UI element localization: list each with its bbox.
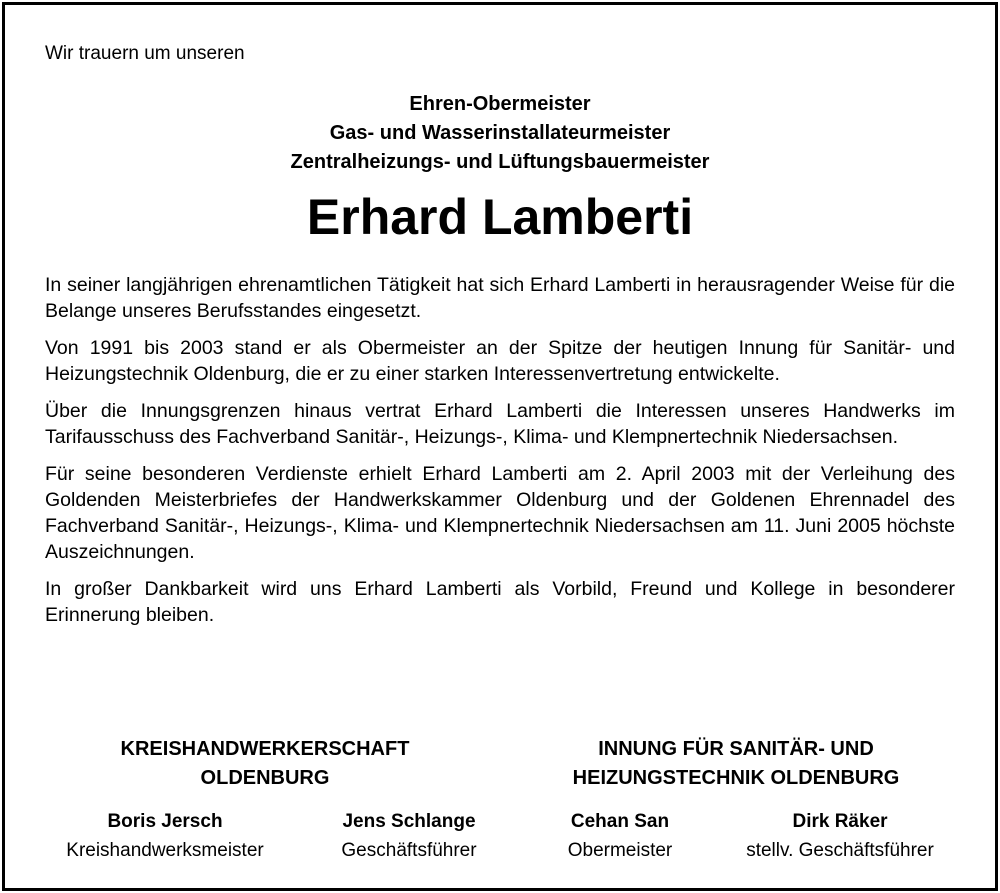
paragraph: In großer Dankbarkeit wird uns Erhard Lamberti als Vorbild, Freund und Kollege in besonderer Erinnerung bleiben. [45,578,955,626]
signature-block [310,807,508,865]
signer-role: stellv. Geschäftsführer [746,840,934,861]
org-name-line: HEIZUNGSTECHNIK OLDENBURG [572,767,900,789]
signer-name: Jens Schlange [342,811,476,832]
paragraph: In seiner langjährigen ehrenamtlichen Tätigkeit hat sich Erhard Lamberti in herausragender Weise für die Belange unseres Berufsstandes eingesetzt. [45,274,955,322]
signer-name: Boris Jersch [107,811,223,832]
signer-role: Geschäftsführer [341,840,477,861]
signature-block [715,807,965,865]
signer-role: Kreishandwerksmeister [66,840,264,861]
signer-name: Dirk Räker [792,811,888,832]
honorary-titles [0,90,1000,177]
signer-name: Cehan San [570,811,670,832]
signature-block [540,807,700,865]
title-line: Zentralheizungs- und Lüftungsbauermeister [290,151,710,173]
deceased-name: Erhard Lamberti [306,189,694,245]
title-line: Gas- und Wasserinstallateurmeister [329,122,671,144]
paragraph: Von 1991 bis 2003 stand er als Obermeister an der Spitze der heutigen Innung für Sanitär- und Heizungstechnik Oldenburg, die er zu einer starken Interessenvertretung entwickelte. [45,337,955,385]
signature-block [40,807,290,865]
org-innung [500,735,972,793]
paragraph: Für seine besonderen Verdienste erhielt Erhard Lamberti am 2. April 2003 mit der Verleihung des Goldenden Meisterbriefes der Handwerkskammer Oldenburg und der Goldenen Ehrennadel des Fachverband Sanitär-, Heizungs-, Klima- und Klempnertechnik Niedersachsen am 11. Juni 2005 höchste Auszeichnungen. [45,463,955,563]
title-line: Ehren-Obermeister [409,93,591,115]
obituary-body [45,272,955,639]
intro-text: Wir trauern um unseren [45,43,245,64]
org-kreishandwerkerschaft [30,735,500,793]
paragraph: Über die Innungsgrenzen hinaus vertrat Erhard Lamberti die Interessen unseres Handwerks im Tarifausschuss des Fachverband Sanitär-, Heizungs-, Klima- und Klempnertechnik Niedersachsen. [45,400,955,448]
signer-role: Obermeister [567,840,673,861]
org-name-line: KREISHANDWERKERSCHAFT [120,738,410,760]
org-name-line: INNUNG FÜR SANITÄR- UND [598,738,874,760]
org-name-line: OLDENBURG [200,767,330,789]
